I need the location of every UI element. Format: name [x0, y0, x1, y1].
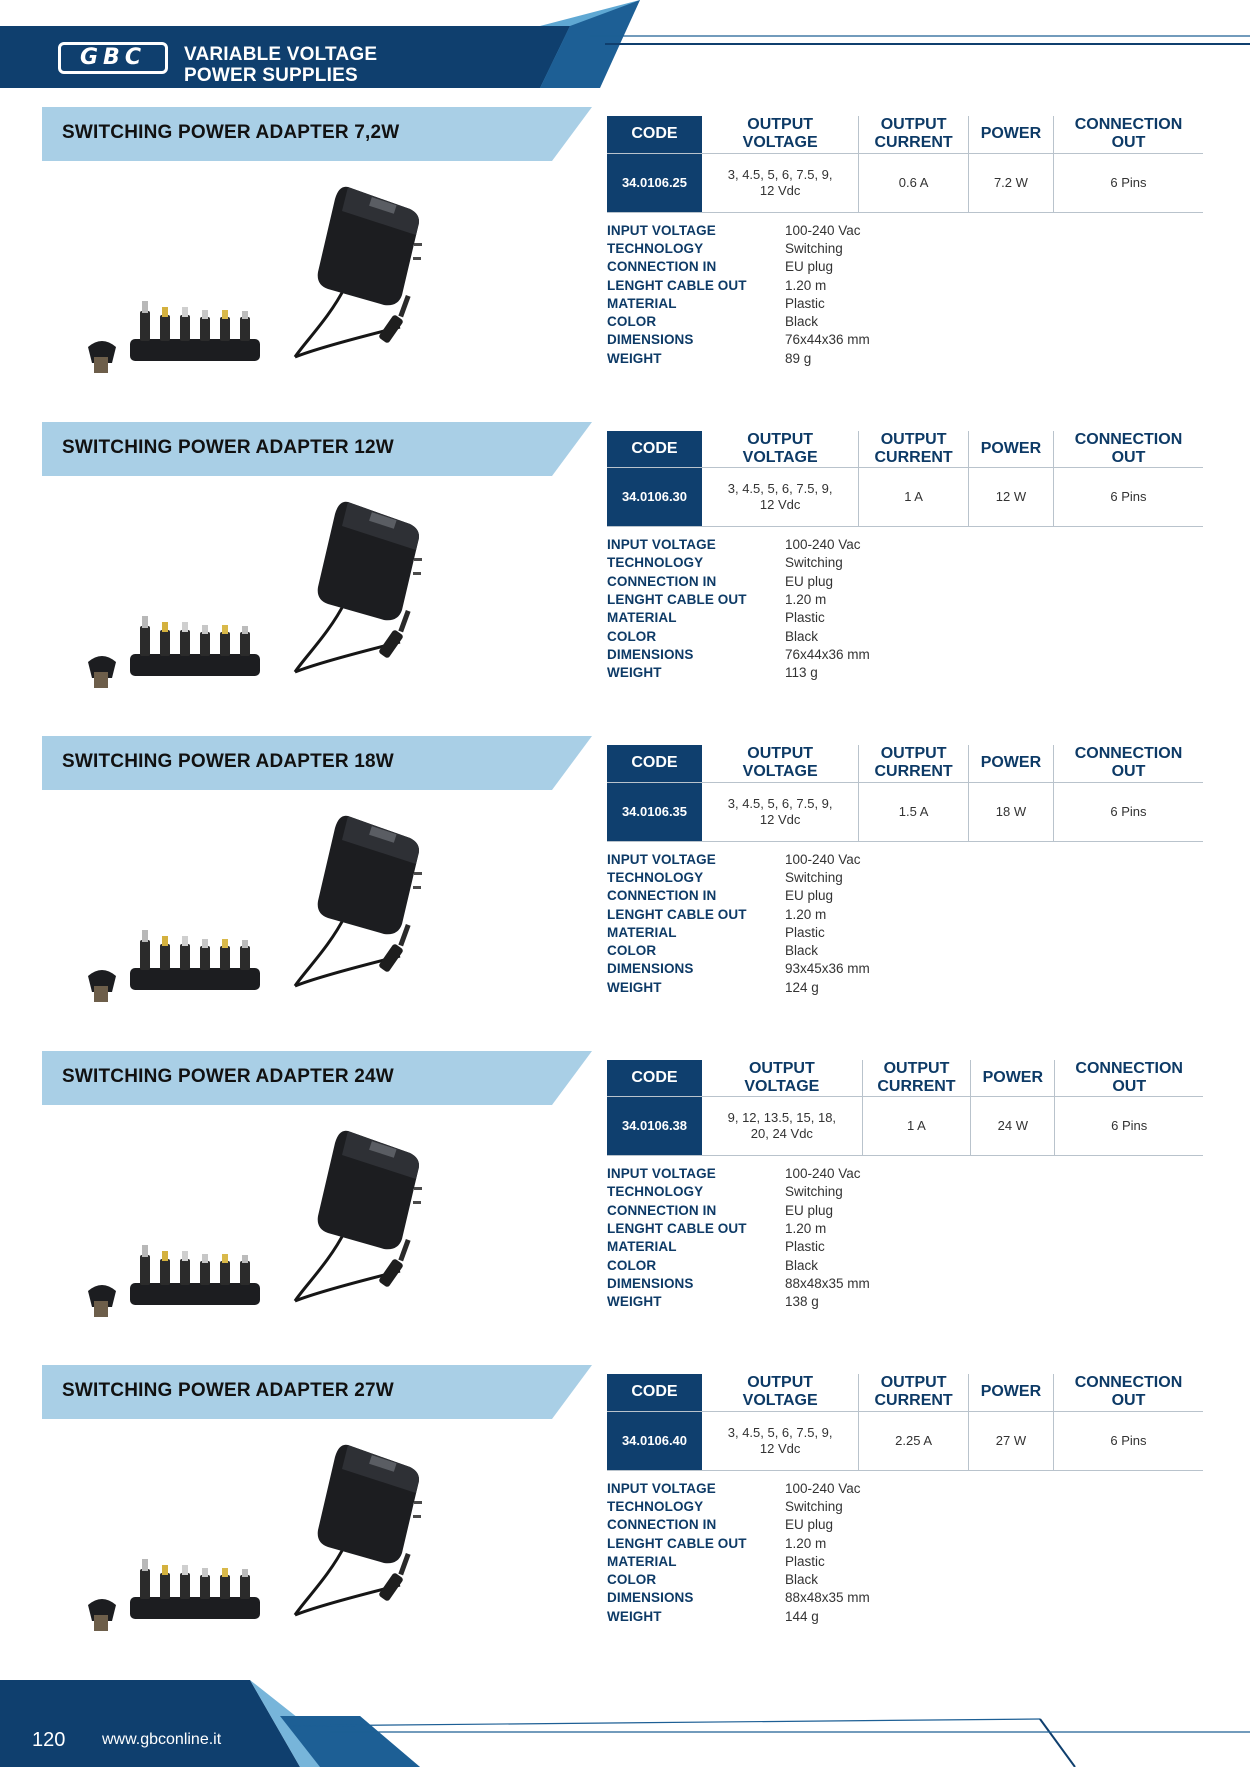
- prop-value: Plastic: [785, 1239, 825, 1255]
- col-code: CODE: [607, 1374, 702, 1411]
- col-output-current-line2: CURRENT: [874, 1392, 953, 1410]
- prop-cable-length: [607, 590, 1027, 608]
- product-photo: [80, 1111, 480, 1351]
- prop-dimensions: [607, 1589, 1027, 1607]
- col-output-voltage-line2: VOLTAGE: [744, 1077, 820, 1095]
- prop-label: LENGHT CABLE OUT: [607, 277, 747, 293]
- prop-color: [607, 627, 1027, 645]
- col-output-current: [859, 431, 969, 468]
- output-voltage-line2: 12 Vdc: [759, 497, 801, 512]
- col-output-current: [859, 745, 969, 782]
- spec-table-header: [607, 116, 1203, 153]
- prop-input-voltage: [607, 536, 1027, 554]
- col-connection-out-line2: OUT: [1111, 134, 1146, 152]
- prop-input-voltage: [607, 1479, 1027, 1497]
- prop-color: [607, 1570, 1027, 1588]
- prop-label: LENGHT CABLE OUT: [607, 1535, 747, 1551]
- product-code: 34.0106.30: [607, 468, 702, 527]
- prop-material: [607, 1552, 1027, 1570]
- prop-value: 113 g: [785, 665, 818, 681]
- adapter-image: [80, 167, 480, 407]
- col-output-current-line1: OUTPUT: [880, 745, 947, 763]
- product-photo: [80, 167, 480, 407]
- col-code: CODE: [607, 745, 702, 782]
- loose-tip: [88, 1599, 116, 1631]
- adapter-image: [80, 1425, 480, 1665]
- output-voltage-value: [702, 468, 859, 527]
- prop-label: WEIGHT: [607, 665, 662, 681]
- prop-input-voltage: [607, 221, 1027, 239]
- prop-value: 76x44x36 mm: [785, 646, 870, 662]
- product-title: SWITCHING POWER ADAPTER 12W: [62, 436, 394, 458]
- prop-label: COLOR: [607, 1257, 657, 1273]
- tips-strip: [130, 1245, 260, 1305]
- properties-list: [607, 221, 1027, 367]
- section-title: [184, 44, 377, 86]
- page-footer: [0, 1680, 1250, 1767]
- prop-material: [607, 609, 1027, 627]
- prop-value: Switching: [785, 1184, 843, 1200]
- col-power: POWER: [968, 116, 1053, 153]
- prop-input-voltage: [607, 850, 1027, 868]
- prop-label: LENGHT CABLE OUT: [607, 906, 747, 922]
- prop-label: MATERIAL: [607, 1553, 677, 1569]
- prop-label: CONNECTION IN: [607, 573, 717, 589]
- col-connection-out-line2: OUT: [1111, 448, 1146, 466]
- loose-tip: [88, 341, 116, 373]
- adapter-image: [80, 1111, 480, 1351]
- prop-value: Black: [785, 1572, 819, 1588]
- product-photo: [80, 482, 480, 722]
- prop-value: EU plug: [785, 259, 834, 275]
- connection-out-value: 6 Pins: [1053, 468, 1203, 527]
- power-value: 27 W: [968, 1411, 1053, 1470]
- prop-label: WEIGHT: [607, 1608, 662, 1624]
- properties-list: [607, 1479, 1027, 1625]
- product-title: SWITCHING POWER ADAPTER 27W: [62, 1380, 394, 1401]
- section-title-line2: POWER SUPPLIES: [184, 65, 358, 86]
- prop-value: EU plug: [785, 1517, 834, 1533]
- page-header: [0, 0, 1250, 100]
- col-output-current-line1: OUTPUT: [883, 1059, 950, 1077]
- prop-value: 1.20 m: [785, 1221, 827, 1237]
- connection-out-value: 6 Pins: [1053, 782, 1203, 841]
- col-code: CODE: [607, 116, 702, 153]
- col-output-voltage: [702, 1060, 862, 1097]
- product-title-band: [42, 422, 592, 476]
- prop-value: 100-240 Vac: [785, 1480, 861, 1496]
- prop-value: 100-240 Vac: [785, 222, 861, 238]
- prop-weight: [607, 349, 1027, 367]
- prop-label: TECHNOLOGY: [607, 555, 704, 571]
- spec-table-header: [607, 745, 1203, 782]
- properties-list: [607, 850, 1027, 996]
- prop-value: 100-240 Vac: [785, 851, 861, 867]
- col-connection-out-line2: OUT: [1111, 1392, 1146, 1410]
- prop-label: COLOR: [607, 943, 657, 959]
- product-photo: [80, 796, 480, 1036]
- prop-label: INPUT VOLTAGE: [607, 222, 716, 238]
- prop-value: 1.20 m: [785, 592, 827, 608]
- prop-value: Black: [785, 943, 819, 959]
- tips-strip: [130, 1559, 260, 1619]
- prop-value: 138 g: [785, 1294, 819, 1310]
- properties-list: [607, 1165, 1027, 1311]
- spec-table: [607, 116, 1203, 213]
- prop-value: EU plug: [785, 573, 834, 589]
- spec-table-header: [607, 431, 1203, 468]
- product-title: SWITCHING POWER ADAPTER 7,2W: [62, 122, 400, 143]
- prop-label: TECHNOLOGY: [607, 240, 704, 256]
- adapter-body: [318, 1130, 422, 1249]
- prop-value: 1.20 m: [785, 906, 827, 922]
- prop-label: WEIGHT: [607, 1294, 662, 1310]
- spec-table: [607, 431, 1203, 528]
- product-code: 34.0106.25: [607, 153, 702, 212]
- prop-cable-length: [607, 1534, 1027, 1552]
- col-output-current: [859, 116, 969, 153]
- col-output-voltage-line1: OUTPUT: [747, 116, 814, 134]
- loose-tip: [88, 656, 116, 688]
- prop-dimensions: [607, 331, 1027, 349]
- col-output-current-line1: OUTPUT: [880, 1374, 947, 1392]
- prop-material: [607, 294, 1027, 312]
- prop-label: INPUT VOLTAGE: [607, 537, 716, 553]
- power-value: 18 W: [968, 782, 1053, 841]
- prop-weight: [607, 1607, 1027, 1625]
- section-title-line1: VARIABLE VOLTAGE: [184, 44, 378, 65]
- adapter-body: [318, 187, 422, 306]
- product-section-3: [0, 736, 1250, 1036]
- table-row: [607, 468, 1203, 527]
- col-output-current: [859, 1374, 969, 1411]
- product-title: SWITCHING POWER ADAPTER 24W: [62, 1065, 394, 1087]
- prop-value: 93x45x36 mm: [785, 961, 870, 977]
- prop-value: Switching: [785, 869, 843, 885]
- output-current-value: 2.25 A: [859, 1411, 969, 1470]
- col-output-voltage: [702, 431, 859, 468]
- output-voltage-value: [702, 782, 859, 841]
- prop-weight: [607, 978, 1027, 996]
- loose-tip: [88, 970, 116, 1002]
- prop-label: LENGHT CABLE OUT: [607, 1221, 747, 1237]
- output-voltage-value: [702, 1411, 859, 1470]
- prop-value: Plastic: [785, 610, 825, 626]
- col-output-voltage-line2: VOLTAGE: [742, 134, 818, 152]
- output-voltage-line2: 12 Vdc: [759, 1440, 801, 1456]
- prop-label: WEIGHT: [607, 979, 662, 995]
- adapter-body: [318, 816, 422, 935]
- product-code: 34.0106.35: [607, 782, 702, 841]
- col-connection-out-line2: OUT: [1111, 763, 1146, 781]
- spec-table: [607, 1060, 1203, 1157]
- product-section-5: [0, 1365, 1250, 1665]
- col-output-current-line2: CURRENT: [874, 448, 953, 466]
- prop-value: Black: [785, 314, 819, 330]
- prop-weight: [607, 664, 1027, 682]
- prop-value: Switching: [785, 555, 843, 571]
- footer-banner: [0, 1680, 1250, 1767]
- prop-label: MATERIAL: [607, 295, 677, 311]
- prop-technology: [607, 554, 1027, 572]
- product-section-4: [0, 1051, 1250, 1351]
- prop-value: Switching: [785, 1498, 843, 1514]
- col-output-current: [862, 1060, 971, 1097]
- loose-tip: [88, 1285, 116, 1317]
- prop-label: WEIGHT: [607, 350, 662, 366]
- col-power: POWER: [968, 431, 1053, 468]
- product-section-2: [0, 422, 1250, 722]
- output-voltage-line1: 3, 4.5, 5, 6, 7.5, 9,: [727, 795, 833, 811]
- col-code: CODE: [607, 1060, 702, 1097]
- prop-label: COLOR: [607, 1572, 657, 1588]
- prop-label: INPUT VOLTAGE: [607, 1166, 716, 1182]
- col-connection-out-line1: CONNECTION: [1074, 430, 1183, 448]
- prop-technology: [607, 239, 1027, 257]
- col-output-voltage-line2: VOLTAGE: [742, 763, 818, 781]
- output-voltage-line2: 20, 24 Vdc: [750, 1126, 813, 1141]
- col-connection-out: [1055, 1060, 1203, 1097]
- prop-label: DIMENSIONS: [607, 1590, 694, 1606]
- prop-cable-length: [607, 1219, 1027, 1237]
- table-row: [607, 1097, 1203, 1156]
- power-value: 24 W: [971, 1097, 1055, 1156]
- col-power: POWER: [968, 1374, 1053, 1411]
- output-voltage-line2: 12 Vdc: [759, 811, 801, 827]
- col-connection-out-line1: CONNECTION: [1074, 1374, 1183, 1392]
- product-section-1: [0, 107, 1250, 407]
- product-title: SWITCHING POWER ADAPTER 18W: [62, 751, 394, 772]
- table-row: [607, 782, 1203, 841]
- col-connection-out: [1053, 116, 1203, 153]
- table-row: [607, 1411, 1203, 1470]
- product-code: 34.0106.38: [607, 1097, 702, 1156]
- prop-value: EU plug: [785, 888, 834, 904]
- tips-strip: [130, 930, 260, 990]
- col-output-current-line2: CURRENT: [874, 134, 953, 152]
- spec-table-header: [607, 1374, 1203, 1411]
- col-power: POWER: [968, 745, 1053, 782]
- output-voltage-value: [702, 1097, 862, 1156]
- properties-list: [607, 536, 1027, 682]
- tips-strip: [130, 301, 260, 361]
- output-voltage-line1: 3, 4.5, 5, 6, 7.5, 9,: [727, 481, 833, 496]
- prop-connection-in: [607, 1516, 1027, 1534]
- prop-label: CONNECTION IN: [607, 1202, 717, 1218]
- prop-connection-in: [607, 1201, 1027, 1219]
- col-output-voltage: [702, 1374, 859, 1411]
- col-output-current-line2: CURRENT: [874, 763, 953, 781]
- prop-value: 76x44x36 mm: [785, 332, 870, 348]
- prop-label: TECHNOLOGY: [607, 1498, 704, 1514]
- col-connection-out: [1053, 431, 1203, 468]
- col-output-current-line1: OUTPUT: [880, 116, 947, 134]
- prop-value: 1.20 m: [785, 277, 827, 293]
- prop-label: MATERIAL: [607, 1239, 677, 1255]
- col-output-voltage: [702, 116, 859, 153]
- prop-value: Plastic: [785, 924, 825, 940]
- table-row: [607, 153, 1203, 212]
- prop-label: INPUT VOLTAGE: [607, 851, 716, 867]
- prop-connection-in: [607, 258, 1027, 276]
- col-code: CODE: [607, 431, 702, 468]
- spec-table: [607, 745, 1203, 842]
- spec-table-header: [607, 1060, 1203, 1097]
- prop-label: CONNECTION IN: [607, 1517, 717, 1533]
- col-output-current-line2: CURRENT: [877, 1077, 956, 1095]
- prop-color: [607, 941, 1027, 959]
- connection-out-value: 6 Pins: [1053, 153, 1203, 212]
- power-value: 12 W: [968, 468, 1053, 527]
- prop-cable-length: [607, 905, 1027, 923]
- adapter-image: [80, 482, 480, 722]
- prop-input-voltage: [607, 1165, 1027, 1183]
- prop-label: CONNECTION IN: [607, 888, 717, 904]
- product-title-band: [42, 736, 592, 790]
- col-connection-out: [1053, 1374, 1203, 1411]
- prop-value: 88x48x35 mm: [785, 1275, 870, 1291]
- output-current-value: 1.5 A: [859, 782, 969, 841]
- page-number: 120: [32, 1729, 66, 1751]
- col-connection-out-line1: CONNECTION: [1074, 116, 1183, 134]
- prop-value: Black: [785, 628, 819, 644]
- prop-value: 88x48x35 mm: [785, 1590, 870, 1606]
- col-connection-out: [1053, 745, 1203, 782]
- spec-table: [607, 1374, 1203, 1471]
- website-link[interactable]: www.gbconline.it: [102, 1731, 222, 1748]
- prop-dimensions: [607, 1274, 1027, 1292]
- product-title-band: [42, 107, 592, 161]
- prop-label: CONNECTION IN: [607, 259, 717, 275]
- output-voltage-line1: 3, 4.5, 5, 6, 7.5, 9,: [727, 1424, 833, 1440]
- prop-color: [607, 312, 1027, 330]
- col-connection-out-line1: CONNECTION: [1074, 745, 1183, 763]
- prop-label: MATERIAL: [607, 610, 677, 626]
- prop-connection-in: [607, 572, 1027, 590]
- col-output-voltage-line1: OUTPUT: [747, 1374, 814, 1392]
- prop-value: 144 g: [785, 1608, 819, 1624]
- output-voltage-line2: 12 Vdc: [759, 182, 801, 198]
- connection-out-value: 6 Pins: [1053, 1411, 1203, 1470]
- prop-value: Switching: [785, 240, 843, 256]
- adapter-body: [318, 1445, 422, 1564]
- product-photo: [80, 1425, 480, 1665]
- prop-label: DIMENSIONS: [607, 332, 694, 348]
- prop-technology: [607, 868, 1027, 886]
- prop-connection-in: [607, 887, 1027, 905]
- prop-color: [607, 1256, 1027, 1274]
- prop-label: MATERIAL: [607, 924, 677, 940]
- prop-label: TECHNOLOGY: [607, 869, 704, 885]
- prop-label: DIMENSIONS: [607, 1275, 694, 1291]
- col-output-voltage-line2: VOLTAGE: [742, 448, 818, 466]
- product-title-band: [42, 1051, 592, 1105]
- prop-dimensions: [607, 960, 1027, 978]
- connection-out-value: 6 Pins: [1055, 1097, 1203, 1156]
- prop-material: [607, 923, 1027, 941]
- prop-value: Plastic: [785, 295, 825, 311]
- prop-technology: [607, 1497, 1027, 1515]
- output-voltage-value: [702, 153, 859, 212]
- col-output-voltage-line1: OUTPUT: [748, 1059, 815, 1077]
- prop-label: LENGHT CABLE OUT: [607, 592, 747, 608]
- power-value: 7.2 W: [968, 153, 1053, 212]
- col-power: POWER: [971, 1060, 1055, 1097]
- col-connection-out-line1: CONNECTION: [1075, 1059, 1183, 1077]
- prop-value: 100-240 Vac: [785, 537, 861, 553]
- output-current-value: 1 A: [859, 468, 969, 527]
- product-title-band: [42, 1365, 592, 1419]
- adapter-body: [318, 501, 422, 620]
- output-current-value: 0.6 A: [859, 153, 969, 212]
- prop-label: INPUT VOLTAGE: [607, 1480, 716, 1496]
- col-output-voltage-line1: OUTPUT: [747, 430, 814, 448]
- product-code: 34.0106.40: [607, 1411, 702, 1470]
- prop-value: 89 g: [785, 350, 812, 366]
- output-current-value: 1 A: [862, 1097, 971, 1156]
- prop-weight: [607, 1293, 1027, 1311]
- prop-label: COLOR: [607, 314, 657, 330]
- prop-value: 100-240 Vac: [785, 1166, 861, 1182]
- prop-material: [607, 1238, 1027, 1256]
- prop-cable-length: [607, 276, 1027, 294]
- prop-label: COLOR: [607, 628, 657, 644]
- prop-value: 124 g: [785, 979, 819, 995]
- output-voltage-line1: 9, 12, 13.5, 15, 18,: [727, 1110, 837, 1125]
- prop-value: Plastic: [785, 1553, 825, 1569]
- adapter-image: [80, 796, 480, 1036]
- col-connection-out-line2: OUT: [1112, 1077, 1147, 1095]
- prop-value: 1.20 m: [785, 1535, 827, 1551]
- tips-strip: [130, 616, 260, 676]
- col-output-current-line1: OUTPUT: [880, 430, 947, 448]
- prop-label: TECHNOLOGY: [607, 1184, 704, 1200]
- prop-dimensions: [607, 645, 1027, 663]
- output-voltage-line1: 3, 4.5, 5, 6, 7.5, 9,: [727, 166, 833, 182]
- prop-label: DIMENSIONS: [607, 961, 694, 977]
- col-output-voltage-line1: OUTPUT: [747, 745, 814, 763]
- gbc-logo: GBC: [58, 42, 168, 74]
- prop-technology: [607, 1183, 1027, 1201]
- col-output-voltage: [702, 745, 859, 782]
- prop-label: DIMENSIONS: [607, 646, 694, 662]
- prop-value: Black: [785, 1257, 819, 1273]
- prop-value: EU plug: [785, 1202, 834, 1218]
- col-output-voltage-line2: VOLTAGE: [742, 1392, 818, 1410]
